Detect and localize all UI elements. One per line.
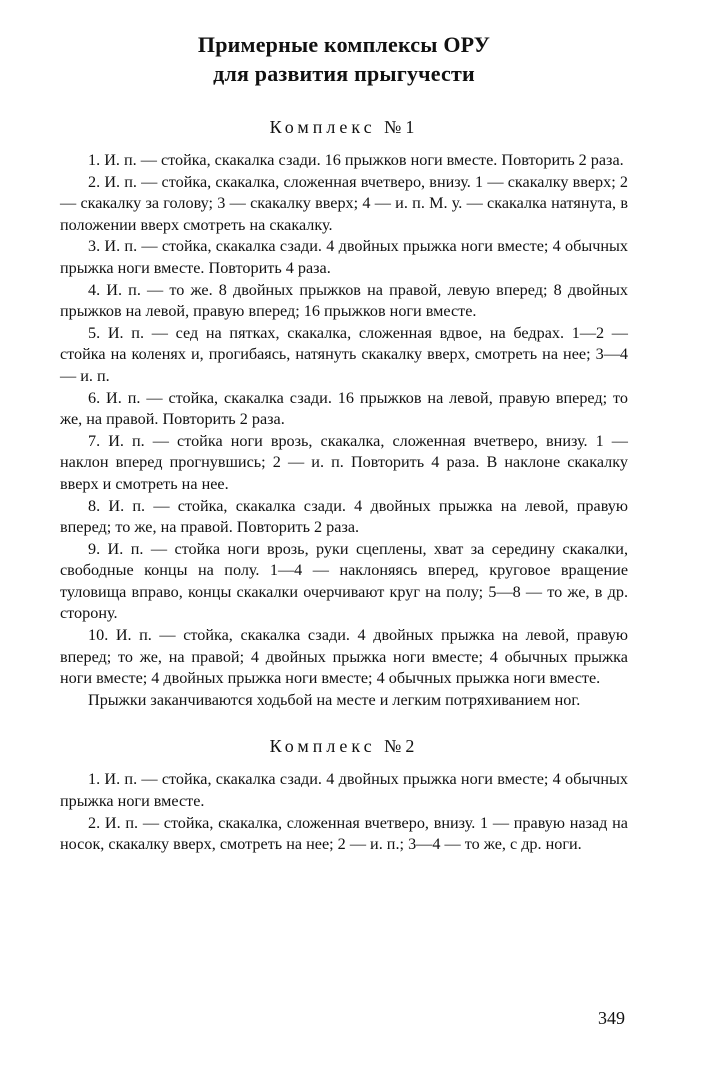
complex-1-heading: Комплекс №1 [269,117,419,137]
page-content [60,30,628,856]
complex-1-exercise-2: 2. И. п. — стойка, скакалка, сложенная вчетверо, внизу. 1 — скакалку вверх; 2 — скакалку за голову; 3 — скакалку вверх; 4 — и. п. М. у. — скакалка натянута, в положении вверх смотреть на скакалку. [60,172,628,234]
complex-1-exercise-5: 5. И. п. — сед на пятках, скакалка, сложенная вдвое, на бедрах. 1—2 — стойка на коленях и, прогибаясь, натянуть скакалку вверх, смотреть на нее; 3—4 — и. п. [60,323,628,385]
page-title-line-1: Примерные комплексы ОРУ [197,32,491,57]
complex-1-exercise-4: 4. И. п. — то же. 8 двойных прыжков на правой, левую вперед; 8 двойных прыжков на левой, правую вперед; 16 прыжков ноги вместе. [60,280,628,321]
complex-2-exercise-1: 1. И. п. — стойка, скакалка сзади. 4 двойных прыжка ноги вместе; 4 обычных прыжка ноги вместе. [60,770,628,811]
complex-1-closing-note: Прыжки заканчиваются ходьбой на месте и легким потряхиванием ног. [88,690,581,709]
complex-2-heading: Комплекс №2 [269,736,419,757]
complex-2-body [60,769,628,855]
page-title-line-2: для развития прыгучести [213,61,475,86]
complex-1-exercise-6: 6. И. п. — стойка, скакалка сзади. 16 прыжков на левой, правую вперед; то же, на правой. Повторить 2 раза. [60,388,628,429]
complex-1-exercise-7: 7. И. п. — стойка ноги врозь, скакалка, сложенная вчетверо, внизу. 1 — наклон вперед прогнувшись; 2 — и. п. Повторить 4 раза. В наклоне скакалку вверх и смотреть на нее. [60,431,628,493]
complex-2-exercise-2: 2. И. п. — стойка, скакалка, сложенная вчетверо, внизу. 1 — правую назад на носок, скакалку вверх, смотреть на нее; 2 — и. п.; 3—4 — то же, с др. ноги. [60,813,628,854]
complex-1-exercise-3: 3. И. п. — стойка, скакалка сзади. 4 двойных прыжка ноги вместе; 4 обычных прыжка ноги вместе. Повторить 4 раза. [60,237,628,277]
complex-1-body [60,150,628,711]
complex-1-exercise-1: 1. И. п. — стойка, скакалка сзади. 16 прыжков ноги вместе. Повторить 2 раза. [88,151,624,169]
page-number: 349 [598,1008,625,1028]
complex-1-exercise-8: 8. И. п. — стойка, скакалка сзади. 4 двойных прыжка на левой, правую вперед; то же, на правой. Повторить 2 раза. [60,496,628,537]
complex-1-exercise-9: 9. И. п. — стойка ноги врозь, руки сцеплены, хват за середину скакалки, свободные концы на полу. 1—4 — наклоняясь вперед, круговое вращение туловища вправо, концы скакалки очерчивают круг на полу; 5—8 — то же, в др. сторону. [60,539,628,623]
complex-1-exercise-10: 10. И. п. — стойка, скакалка сзади. 4 двойных прыжка на левой, правую вперед; то же, на правой; 4 двойных прыжка ноги вместе; 4 обычных прыжка ноги вместе; 4 двойных прыжка ноги вместе; 4 обычных прыжка ноги вместе. [60,626,628,688]
